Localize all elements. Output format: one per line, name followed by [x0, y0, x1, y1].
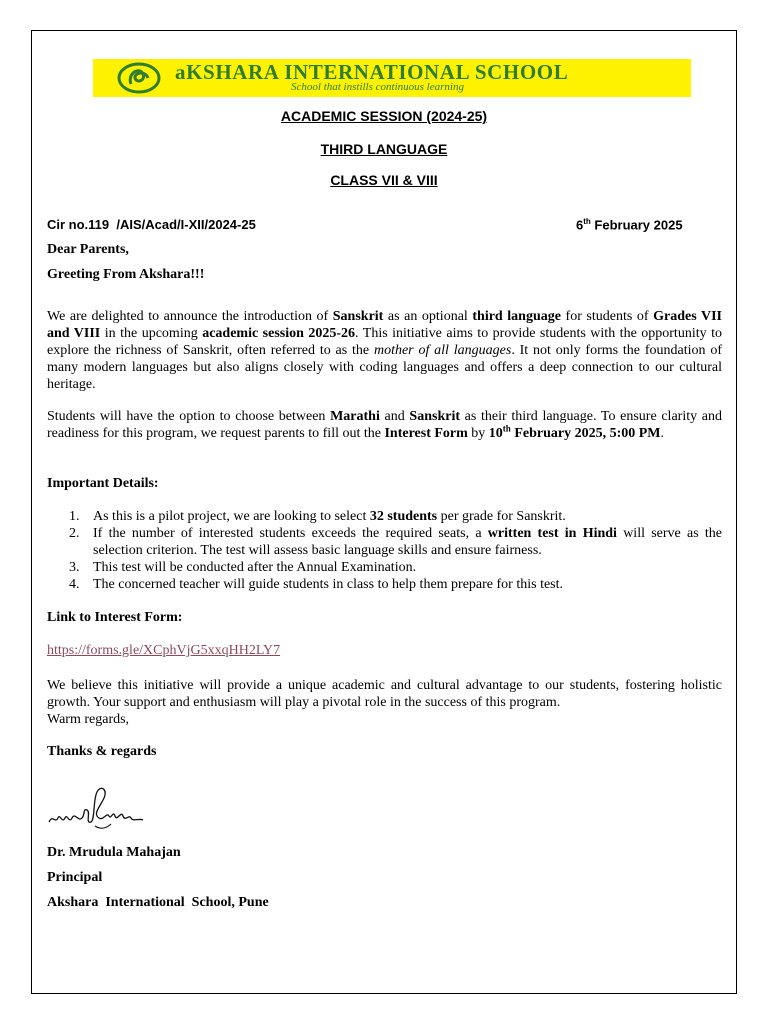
- principal-signature: [45, 780, 155, 840]
- signatory-name: Dr. Mrudula Mahajan: [47, 845, 181, 860]
- greeting-line: Greeting From Akshara!!!: [47, 267, 205, 282]
- interest-form-link[interactable]: https://forms.gle/XCphVjG5xxqHH2LY7: [47, 643, 281, 658]
- list-item: 4. The concerned teacher will guide students in class to help them prepare for this test.: [69, 577, 564, 592]
- school-logo-icon: [117, 62, 161, 94]
- school-banner: [93, 59, 691, 97]
- signatory-title: Principal: [47, 870, 103, 885]
- details-heading: Important Details:: [47, 476, 159, 491]
- salutation: Dear Parents,: [47, 242, 129, 257]
- circular-number: Cir no.119 /AIS/Acad/I-XII/2024-25: [47, 217, 256, 232]
- school-tagline: School that instills continuous learning: [291, 81, 464, 93]
- circular-date: 6th February 2025: [576, 217, 683, 233]
- subject-heading: THIRD LANGUAGE: [320, 141, 448, 157]
- options-paragraph: Students will have the option to choose between Marathi and Sanskrit as their third language. To ensure clarity and readiness for this program, we request parents to fill out the Interest Form by 10th February 2025, 5:00 PM.: [47, 409, 722, 441]
- intro-paragraph: We are delighted to announce the introduction of Sanskrit as an optional third language for students of Grades VII and VIII in the upcoming academic session 2025-26. This initiative aims to provide students with the opportunity to explore the richness of Sanskrit, often referred to as the mother of all languages. It not only forms the foundation of many modern languages but also aligns closely with coding languages and offers a deep connection to our cultural heritage.: [47, 309, 722, 392]
- details-list: [47, 508, 722, 593]
- school-name: aKSHARA INTERNATIONAL SCHOOL: [175, 60, 569, 84]
- class-heading: CLASS VII & VIII: [330, 172, 438, 188]
- list-item: 3. This test will be conducted after the Annual Examination.: [69, 560, 417, 575]
- list-item: 2. If the number of interested students exceeds the required seats, a written test in Hindi will serve as the selection criterion. The test will assess basic language skills and ensure fairness.: [69, 526, 722, 558]
- form-link-label: Link to Interest Form:: [47, 610, 183, 625]
- session-heading: ACADEMIC SESSION (2024-25): [280, 108, 488, 124]
- list-item: 1. As this is a pilot project, we are looking to select 32 students per grade for Sanskrit.: [69, 509, 566, 524]
- thanks-line: Thanks & regards: [47, 744, 157, 759]
- closing-paragraph: We believe this initiative will provide a unique academic and cultural advantage to our students, fostering holistic growth. Your support and enthusiasm will play a pivotal role in the success of this program. Warm regards,: [47, 678, 722, 727]
- signatory-school: Akshara International School, Pune: [47, 895, 269, 910]
